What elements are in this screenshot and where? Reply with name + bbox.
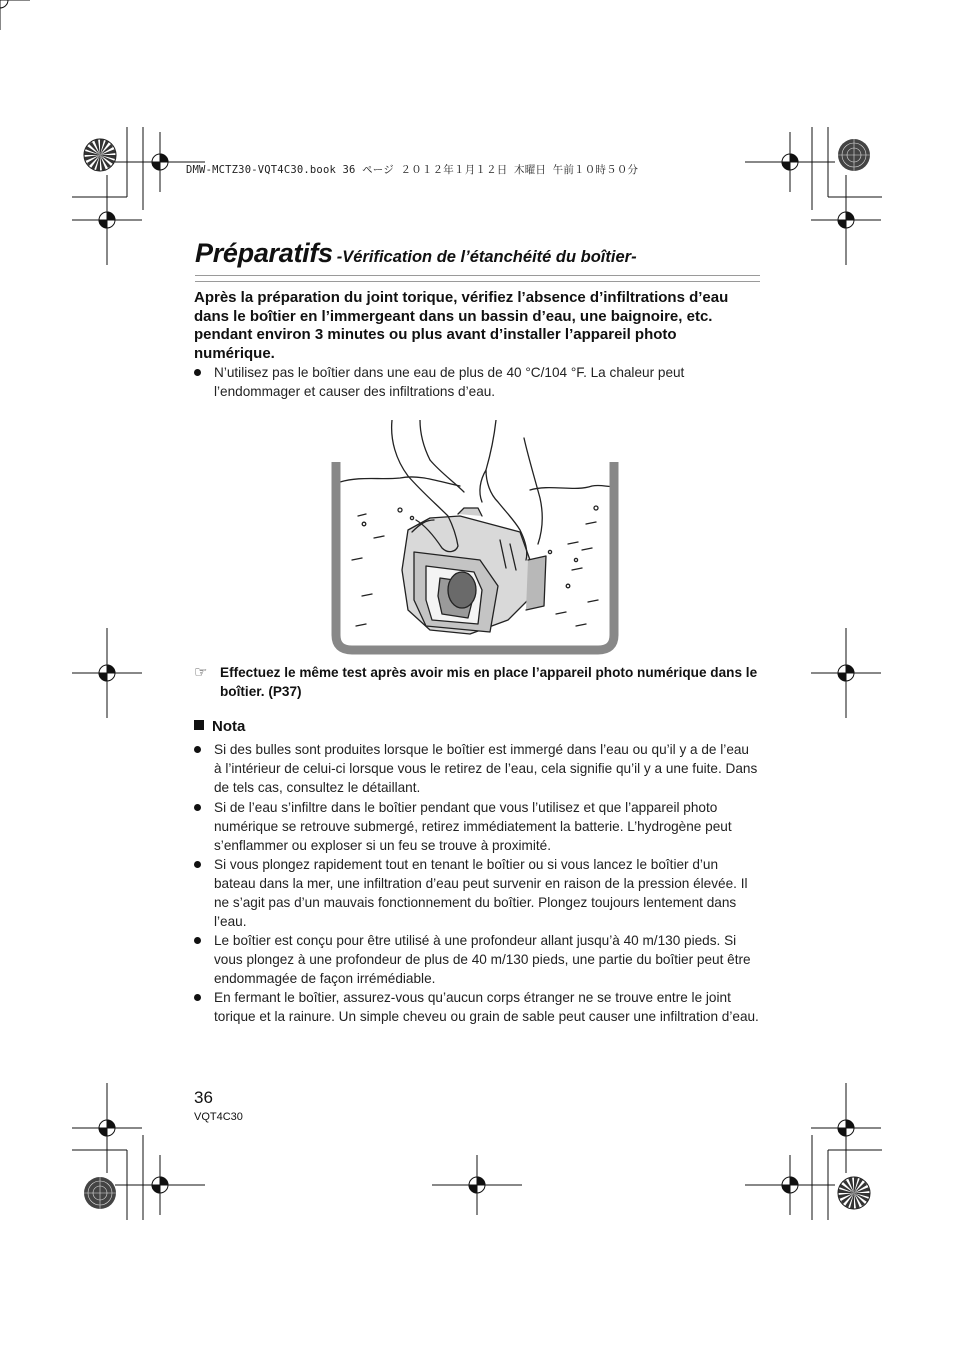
immersion-illustration — [330, 420, 620, 656]
bullet-icon — [194, 746, 201, 753]
nota-item-text: Le boîtier est conçu pour être utilisé à une profondeur allant jusqu’à 40 m/130 pieds. Si vous plongez à une profondeur de plus de 40 m/130 pieds, une partie du boîtier peut être endommagée de façon irrémédiable. — [214, 933, 751, 986]
title-rule — [195, 275, 760, 282]
intro-paragraph: Après la préparation du joint torique, vérifiez l’absence d’infiltrations d’eau dans le boîtier en l’immergeant dans un bassin d’eau, une baignoire, etc. pendant environ 3 minutes ou plus avant d’installer l’appareil photo numérique. — [194, 289, 729, 362]
page-number: 36 — [194, 1088, 213, 1107]
title-sub: -Vérification de l’étanchéité du boîtier- — [336, 248, 637, 266]
nota-item — [194, 798, 760, 855]
print-header: DMW-MCTZ30-VQT4C30.book 36 ページ ２０１２年１月１２日 木曜日 午前１０時５０分 — [186, 164, 639, 176]
title-main: Préparatifs — [195, 238, 333, 268]
bullet-icon — [194, 937, 201, 944]
pointing-hand-icon: ☞ — [194, 664, 208, 681]
nota-heading — [194, 718, 245, 735]
reference-note — [194, 663, 764, 701]
bullet-icon — [194, 861, 201, 868]
nota-item — [194, 931, 760, 988]
nota-heading-label: Nota — [212, 718, 246, 735]
nota-item-text: En fermant le boîtier, assurez-vous qu’aucun corps étranger ne se trouve entre le joint torique et la rainure. Un simple cheveu ou grain de sable peut causer une infiltration d’eau. — [214, 990, 759, 1024]
square-bullet-icon — [194, 720, 204, 730]
nota-item-text: Si des bulles sont produites lorsque le boîtier est immergé dans l’eau ou qu’il y a de l’eau à l’intérieur de celui-ci lorsque vous le retirez de l’eau, cela signifie qu’il y a une fuite. Dans de tels cas, consultez le détaillant. — [214, 742, 758, 795]
intro-bullet-text: N’utilisez pas le boîtier dans une eau de plus de 40 °C/104 °F. La chaleur peut l’endommager et causer des infiltrations d’eau. — [214, 365, 685, 399]
page-title — [195, 238, 760, 269]
bullet-icon — [194, 994, 201, 1001]
nota-item-text: Si de l’eau s’infiltre dans le boîtier pendant que vous l’utilisez et que l’appareil photo numérique se retrouve submergé, retirez immédiatement la batterie. L’hydrogène peut s’enflammer ou exploser si un feu se trouve à proximité. — [214, 800, 732, 853]
reference-note-text: Effectuez le même test après avoir mis en place l’appareil photo numérique dans le boîtier. (P37) — [220, 665, 758, 699]
doc-code: VQT4C30 — [194, 1111, 243, 1123]
nota-item — [194, 740, 760, 797]
nota-item — [194, 855, 760, 931]
intro-bullet — [194, 363, 754, 401]
bullet-icon — [194, 369, 201, 376]
nota-item-text: Si vous plongez rapidement tout en tenant le boîtier ou si vous lancez le boîtier d’un bateau dans la mer, une infiltration d’eau peut survenir en raison de la pression élevée. Il ne s’agit pas d’un mauvais fonctionnement du boîtier. Plongez toujours lentement dans l’eau. — [214, 857, 748, 929]
bullet-icon — [194, 804, 201, 811]
nota-item — [194, 988, 760, 1026]
